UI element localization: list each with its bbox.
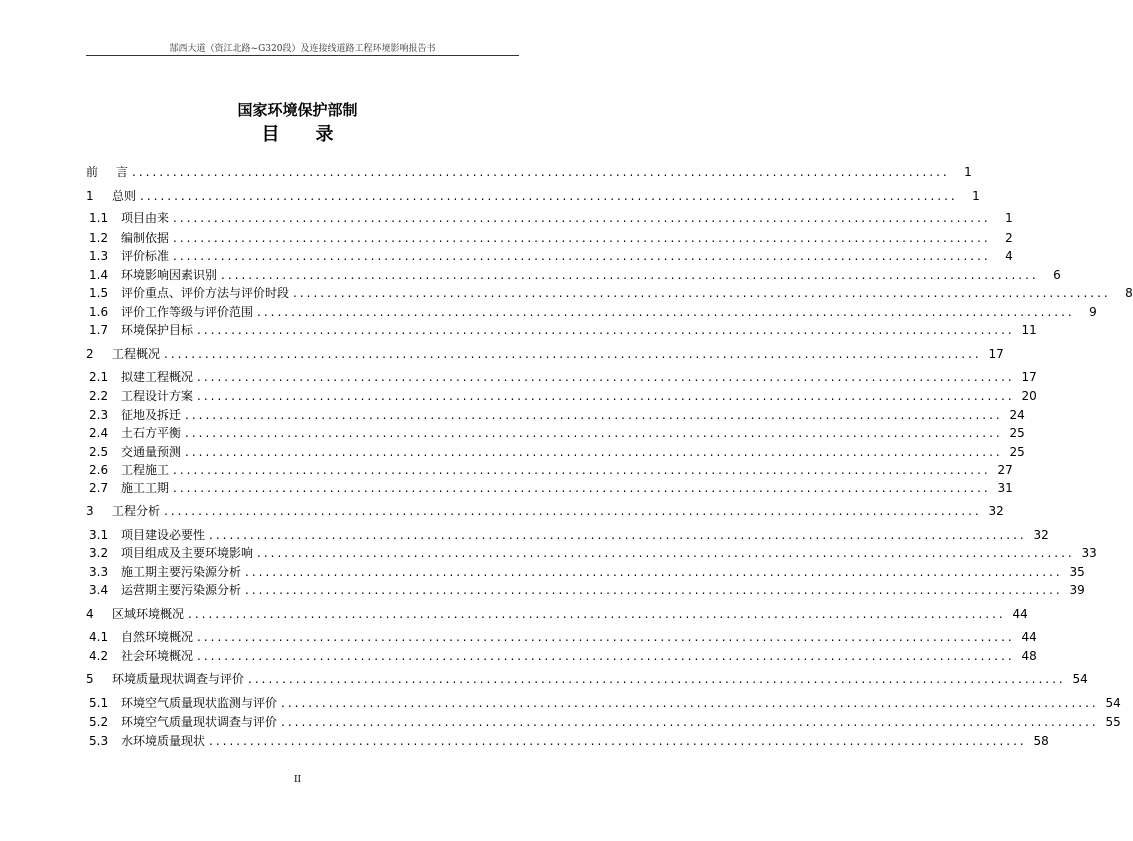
toc-entry-page: 31 <box>997 481 1013 495</box>
toc-entry-title: 环境质量现状调查与评价 <box>112 672 245 686</box>
toc-leader-dots: ........................................................................................................................ <box>257 546 1075 560</box>
toc-leader-dots: ........................................................................................................................ <box>173 231 991 245</box>
toc-entry-number: 3.1 <box>89 528 109 542</box>
toc-entry-page: 54 <box>1072 672 1088 686</box>
toc-entry-title: 工程设计方案 <box>121 389 194 403</box>
toc-entry-title: 社会环境概况 <box>121 649 194 663</box>
toc-entry-title: 言 <box>116 165 129 179</box>
toc-section-entry[interactable] <box>86 629 1037 645</box>
toc-entry-number: 1.4 <box>89 268 109 282</box>
toc-section-entry[interactable] <box>86 322 1037 338</box>
toc-entry-number: 5.2 <box>89 715 109 729</box>
toc-leader-dots: ........................................................................................................................ <box>257 305 1075 319</box>
toc-section-entry[interactable] <box>86 425 1025 441</box>
toc-entry-title: 交通量预测 <box>121 445 182 459</box>
toc-leader-dots: ........................................................................................................................ <box>173 211 991 225</box>
toc-entry-number: 前 <box>86 165 99 179</box>
toc-entry-page: 17 <box>988 347 1004 361</box>
toc-section-entry[interactable] <box>86 527 1049 543</box>
toc-section-entry[interactable] <box>86 369 1037 385</box>
toc-entry-title: 总则 <box>112 189 137 203</box>
toc-entry-page: 25 <box>1009 426 1025 440</box>
toc-entry-page: 4 <box>1005 249 1013 263</box>
toc-entry-title: 环境空气质量现状调查与评价 <box>121 715 278 729</box>
toc-entry-page: 1 <box>964 165 972 179</box>
toc-leader-dots: ........................................................................................................................ <box>245 565 1063 579</box>
toc-chapter-entry[interactable] <box>86 346 1004 362</box>
toc-entry-title: 施工工期 <box>121 481 170 495</box>
toc-section-entry[interactable] <box>86 230 1013 246</box>
toc-section-entry[interactable] <box>86 695 1121 711</box>
toc-title-right: 录 <box>315 124 334 145</box>
toc-section-entry[interactable] <box>86 480 1013 496</box>
toc-entry-number: 3.3 <box>89 565 109 579</box>
toc-entry-page: 55 <box>1105 715 1121 729</box>
toc-leader-dots: ........................................................................................................................ <box>209 734 1027 748</box>
toc-leader-dots: ........................................................................................................................ <box>209 528 1027 542</box>
toc-section-entry[interactable] <box>86 714 1121 730</box>
toc-entry-page: 17 <box>1021 370 1037 384</box>
toc-entry-number: 1.6 <box>89 305 109 319</box>
toc-entry-title: 项目组成及主要环境影响 <box>121 546 254 560</box>
toc-entry-number: 1.2 <box>89 231 109 245</box>
toc-section-entry[interactable] <box>86 444 1025 460</box>
toc-entry-number: 2.4 <box>89 426 109 440</box>
toc-chapter-entry[interactable] <box>86 188 980 204</box>
toc-entry-number: 2.3 <box>89 408 109 422</box>
toc-chapter-entry[interactable] <box>86 503 1004 519</box>
toc-entry-number: 2.1 <box>89 370 109 384</box>
toc-entry-page: 24 <box>1009 408 1025 422</box>
toc-entry-page: 1 <box>1005 211 1013 225</box>
toc-entry-title: 评价工作等级与评价范围 <box>121 305 254 319</box>
toc-section-entry[interactable] <box>86 267 1061 283</box>
header-rule <box>86 55 519 56</box>
toc-title-left: 目 <box>261 124 280 145</box>
toc-section-entry[interactable] <box>86 564 1085 580</box>
toc-section-entry[interactable] <box>86 388 1037 404</box>
toc-entry-page: 35 <box>1069 565 1085 579</box>
toc-entry-number: 5 <box>86 672 94 686</box>
running-header: 郜西大道（资江北路~G320段）及连接线道路工程环境影响报告书 <box>169 44 436 54</box>
toc-entry-title: 环境空气质量现状监测与评价 <box>121 696 278 710</box>
toc-leader-dots: ........................................................................................................................ <box>173 481 991 495</box>
toc-entry-page: 27 <box>997 463 1013 477</box>
toc-entry-number: 1.1 <box>89 211 109 225</box>
toc-entry-title: 环境保护目标 <box>121 323 194 337</box>
toc-entry-page: 48 <box>1021 649 1037 663</box>
toc-entry-title: 自然环境概况 <box>121 630 194 644</box>
toc-entry-page: 8 <box>1125 286 1133 300</box>
toc-leader-dots: ........................................................................................................................ <box>245 583 1063 597</box>
toc-entry-page: 20 <box>1021 389 1037 403</box>
toc-entry-title: 评价标准 <box>121 249 170 263</box>
toc-section-entry[interactable] <box>86 210 1013 226</box>
toc-entry-number: 1 <box>86 189 94 203</box>
toc-entry-page: 1 <box>972 189 980 203</box>
toc-leader-dots: ........................................................................................................................ <box>164 347 982 361</box>
toc-entry-number: 5.3 <box>89 734 109 748</box>
toc-section-entry[interactable] <box>86 248 1013 264</box>
toc-entry-number: 2.6 <box>89 463 109 477</box>
toc-section-entry[interactable] <box>86 407 1025 423</box>
toc-entry-number: 3 <box>86 504 94 518</box>
toc-entry-number: 1.5 <box>89 286 109 300</box>
toc-entry-number: 4.1 <box>89 630 109 644</box>
toc-entry-number: 2.2 <box>89 389 109 403</box>
toc-entry-page: 11 <box>1021 323 1037 337</box>
toc-entry-number: 2.7 <box>89 481 109 495</box>
toc-entry-number: 4 <box>86 607 94 621</box>
toc-entry-number: 5.1 <box>89 696 109 710</box>
toc-entry-page: 39 <box>1069 583 1085 597</box>
page-number: II <box>293 775 302 785</box>
toc-entry-number: 3.2 <box>89 546 109 560</box>
toc-entry-title: 项目由来 <box>121 211 170 225</box>
toc-leader-dots: ........................................................................................................................ <box>281 696 1099 710</box>
toc-entry-page: 25 <box>1009 445 1025 459</box>
toc-entry-number: 2 <box>86 347 94 361</box>
toc-chapter-entry[interactable] <box>86 606 1028 622</box>
toc-leader-dots: ........................................................................................................................ <box>197 649 1015 663</box>
toc-section-entry[interactable] <box>86 648 1037 664</box>
toc-entry-page: 54 <box>1105 696 1121 710</box>
toc-section-entry[interactable] <box>86 285 1133 301</box>
toc-entry-number: 2.5 <box>89 445 109 459</box>
toc-entry-title: 环境影响因素识别 <box>121 268 218 282</box>
toc-leader-dots: ........................................................................................................................ <box>140 189 958 203</box>
toc-chapter-entry[interactable] <box>86 671 1088 687</box>
toc-entry-title: 征地及拆迁 <box>121 408 182 422</box>
toc-entry-page: 32 <box>1033 528 1049 542</box>
toc-entry-page: 44 <box>1012 607 1028 621</box>
toc-leader-dots: ........................................................................................................................ <box>185 445 1003 459</box>
toc-section-entry[interactable] <box>86 733 1049 749</box>
toc-entry-number: 1.7 <box>89 323 109 337</box>
toc-entry-title: 施工期主要污染源分析 <box>121 565 242 579</box>
toc-entry-title: 土石方平衡 <box>121 426 182 440</box>
toc-entry-page: 9 <box>1089 305 1097 319</box>
toc-entry-page: 33 <box>1081 546 1097 560</box>
toc-leader-dots: ........................................................................................................................ <box>132 165 950 179</box>
toc-leader-dots: ........................................................................................................................ <box>173 249 991 263</box>
toc-entry-title: 拟建工程概况 <box>121 370 194 384</box>
toc-entry-number: 1.3 <box>89 249 109 263</box>
toc-entry-title: 水环境质量现状 <box>121 734 206 748</box>
toc-leader-dots: ........................................................................................................................ <box>293 286 1111 300</box>
toc-leader-dots: ........................................................................................................................ <box>197 370 1015 384</box>
toc-leader-dots: ........................................................................................................................ <box>185 408 1003 422</box>
toc-entry-title: 运营期主要污染源分析 <box>121 583 242 597</box>
toc-title <box>0 120 595 146</box>
toc-entry-page: 6 <box>1053 268 1061 282</box>
toc-entry-number: 3.4 <box>89 583 109 597</box>
issuing-organization: 国家环境保护部制 <box>237 101 358 119</box>
toc-entry-title: 工程分析 <box>112 504 161 518</box>
toc-leader-dots: ........................................................................................................................ <box>188 607 1006 621</box>
toc-entry-page: 58 <box>1033 734 1049 748</box>
toc-entry-title: 编制依据 <box>121 231 170 245</box>
toc-section-entry[interactable] <box>86 545 1097 561</box>
toc-leader-dots: ........................................................................................................................ <box>197 389 1015 403</box>
toc-entry-title: 区域环境概况 <box>112 607 185 621</box>
toc-leader-dots: ........................................................................................................................ <box>173 463 991 477</box>
toc-entry-page: 44 <box>1021 630 1037 644</box>
toc-leader-dots: ........................................................................................................................ <box>248 672 1066 686</box>
toc-leader-dots: ........................................................................................................................ <box>281 715 1099 729</box>
toc-section-entry[interactable] <box>86 582 1085 598</box>
toc-entry-title: 项目建设必要性 <box>121 528 206 542</box>
toc-leader-dots: ........................................................................................................................ <box>197 630 1015 644</box>
toc-entry-title: 评价重点、评价方法与评价时段 <box>121 286 290 300</box>
toc-leader-dots: ........................................................................................................................ <box>221 268 1039 282</box>
toc-entry-number: 4.2 <box>89 649 109 663</box>
toc-entry-title: 工程施工 <box>121 463 170 477</box>
toc-entry-page: 2 <box>1005 231 1013 245</box>
toc-leader-dots: ........................................................................................................................ <box>185 426 1003 440</box>
toc-section-entry[interactable] <box>86 304 1097 320</box>
toc-section-entry[interactable] <box>86 462 1013 478</box>
toc-leader-dots: ........................................................................................................................ <box>197 323 1015 337</box>
toc-chapter-entry[interactable] <box>86 164 972 180</box>
toc-entry-page: 32 <box>988 504 1004 518</box>
toc-entry-title: 工程概况 <box>112 347 161 361</box>
toc-leader-dots: ........................................................................................................................ <box>164 504 982 518</box>
